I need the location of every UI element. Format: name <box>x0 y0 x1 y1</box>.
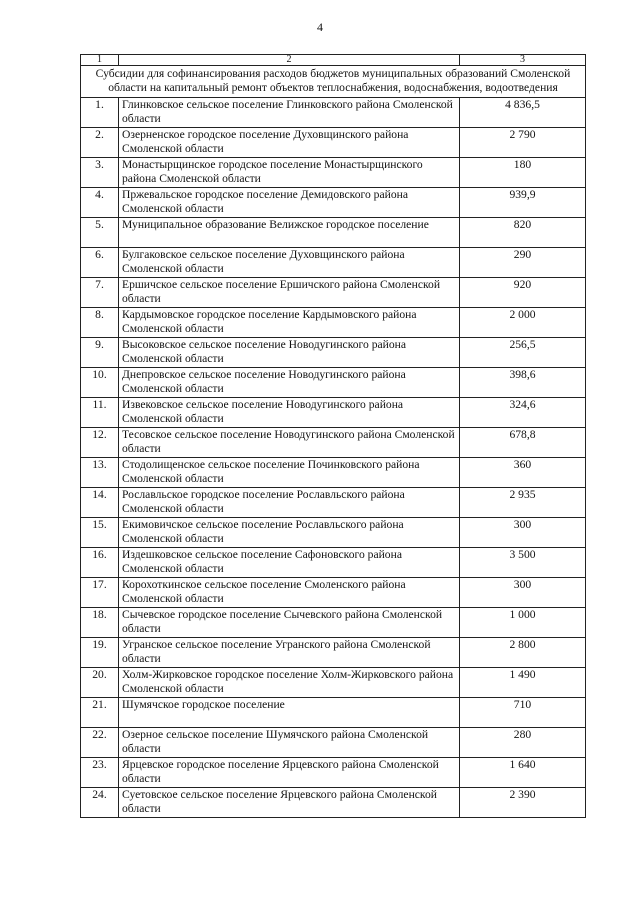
row-number: 14. <box>81 488 119 518</box>
table-row <box>81 248 586 278</box>
row-number: 24. <box>81 788 119 818</box>
section-header-row <box>81 66 586 98</box>
row-number: 20. <box>81 668 119 698</box>
subsidy-amount: 2 935 <box>460 488 586 518</box>
table-row <box>81 728 586 758</box>
column-number-row <box>81 55 586 66</box>
subsidy-table <box>80 54 586 818</box>
table-row <box>81 608 586 638</box>
subsidy-amount: 360 <box>460 458 586 488</box>
municipality-name: Муниципальное образование Велижское городское поселение <box>119 218 460 248</box>
page-number: 4 <box>317 20 323 34</box>
municipality-name: Извековское сельское поселение Новодугинского района Смоленской области <box>119 398 460 428</box>
row-number: 16. <box>81 548 119 578</box>
table-row <box>81 788 586 818</box>
subsidy-amount: 1 640 <box>460 758 586 788</box>
row-number: 23. <box>81 758 119 788</box>
municipality-name: Пржевальское городское поселение Демидовского района Смоленской области <box>119 188 460 218</box>
row-number: 15. <box>81 518 119 548</box>
row-number: 3. <box>81 158 119 188</box>
table-row <box>81 488 586 518</box>
subsidy-amount: 290 <box>460 248 586 278</box>
table-row <box>81 428 586 458</box>
subsidy-amount: 2 790 <box>460 128 586 158</box>
municipality-name: Кардымовское городское поселение Кардымовского района Смоленской области <box>119 308 460 338</box>
table-row <box>81 458 586 488</box>
municipality-name: Озерное сельское поселение Шумячского района Смоленской области <box>119 728 460 758</box>
subsidy-amount: 1 000 <box>460 608 586 638</box>
subsidy-amount: 678,8 <box>460 428 586 458</box>
table-row <box>81 698 586 728</box>
table-row <box>81 638 586 668</box>
municipality-name: Екимовичское сельское поселение Рославльского района Смоленской области <box>119 518 460 548</box>
row-number: 22. <box>81 728 119 758</box>
municipality-name: Стодолищенское сельское поселение Починковского района Смоленской области <box>119 458 460 488</box>
row-number: 6. <box>81 248 119 278</box>
subsidy-amount: 3 500 <box>460 548 586 578</box>
subsidy-amount: 300 <box>460 518 586 548</box>
subsidy-amount: 280 <box>460 728 586 758</box>
table-row <box>81 668 586 698</box>
subsidy-amount: 920 <box>460 278 586 308</box>
row-number: 19. <box>81 638 119 668</box>
row-number: 2. <box>81 128 119 158</box>
municipality-name: Суетовское сельское поселение Ярцевского района Смоленской области <box>119 788 460 818</box>
column-number: 2 <box>119 55 460 66</box>
table-row <box>81 188 586 218</box>
subsidy-amount: 939,9 <box>460 188 586 218</box>
municipality-name: Ершичское сельское поселение Ершичского района Смоленской области <box>119 278 460 308</box>
row-number: 1. <box>81 98 119 128</box>
row-number: 5. <box>81 218 119 248</box>
table-row <box>81 158 586 188</box>
municipality-name: Шумячское городское поселение <box>119 698 460 728</box>
municipality-name: Озерненское городское поселение Духовщинского района Смоленской области <box>119 128 460 158</box>
row-number: 9. <box>81 338 119 368</box>
municipality-name: Тесовское сельское поселение Новодугинского района Смоленской области <box>119 428 460 458</box>
table-row <box>81 218 586 248</box>
municipality-name: Издешковское сельское поселение Сафоновского района Смоленской области <box>119 548 460 578</box>
table-row <box>81 398 586 428</box>
table-row <box>81 368 586 398</box>
municipality-name: Угранское сельское поселение Угранского района Смоленской области <box>119 638 460 668</box>
row-number: 18. <box>81 608 119 638</box>
section-title: Субсидии для софинансирования расходов бюджетов муниципальных образований Смоленской области на капитальный ремонт объектов теплоснабжения, водоснабжения, водоотведения <box>81 66 586 98</box>
subsidy-amount: 710 <box>460 698 586 728</box>
subsidy-amount: 398,6 <box>460 368 586 398</box>
subsidy-amount: 300 <box>460 578 586 608</box>
row-number: 21. <box>81 698 119 728</box>
column-number: 3 <box>460 55 586 66</box>
municipality-name: Рославльское городское поселение Рославльского района Смоленской области <box>119 488 460 518</box>
row-number: 13. <box>81 458 119 488</box>
row-number: 12. <box>81 428 119 458</box>
municipality-name: Булгаковское сельское поселение Духовщинского района Смоленской области <box>119 248 460 278</box>
municipality-name: Сычевское городское поселение Сычевского района Смоленской области <box>119 608 460 638</box>
municipality-name: Глинковское сельское поселение Глинковского района Смоленской области <box>119 98 460 128</box>
row-number: 8. <box>81 308 119 338</box>
subsidy-amount: 4 836,5 <box>460 98 586 128</box>
subsidy-amount: 2 390 <box>460 788 586 818</box>
municipality-name: Высоковское сельское поселение Новодугинского района Смоленской области <box>119 338 460 368</box>
table-row <box>81 278 586 308</box>
table-row <box>81 128 586 158</box>
municipality-name: Днепровское сельское поселение Новодугинского района Смоленской области <box>119 368 460 398</box>
subsidy-amount: 2 000 <box>460 308 586 338</box>
row-number: 4. <box>81 188 119 218</box>
row-number: 17. <box>81 578 119 608</box>
table-row <box>81 98 586 128</box>
subsidy-amount: 2 800 <box>460 638 586 668</box>
row-number: 10. <box>81 368 119 398</box>
table-row <box>81 548 586 578</box>
row-number: 7. <box>81 278 119 308</box>
table-row <box>81 338 586 368</box>
subsidy-amount: 256,5 <box>460 338 586 368</box>
table-row <box>81 758 586 788</box>
row-number: 11. <box>81 398 119 428</box>
subsidy-amount: 180 <box>460 158 586 188</box>
table-row <box>81 308 586 338</box>
municipality-name: Ярцевское городское поселение Ярцевского района Смоленской области <box>119 758 460 788</box>
subsidy-amount: 324,6 <box>460 398 586 428</box>
municipality-name: Корохоткинское сельское поселение Смоленского района Смоленской области <box>119 578 460 608</box>
municipality-name: Холм-Жирковское городское поселение Холм-Жирковского района Смоленской области <box>119 668 460 698</box>
subsidy-amount: 1 490 <box>460 668 586 698</box>
column-number: 1 <box>81 55 119 66</box>
subsidy-amount: 820 <box>460 218 586 248</box>
municipality-name: Монастырщинское городское поселение Монастырщинского района Смоленской области <box>119 158 460 188</box>
table-row <box>81 578 586 608</box>
table-row <box>81 518 586 548</box>
